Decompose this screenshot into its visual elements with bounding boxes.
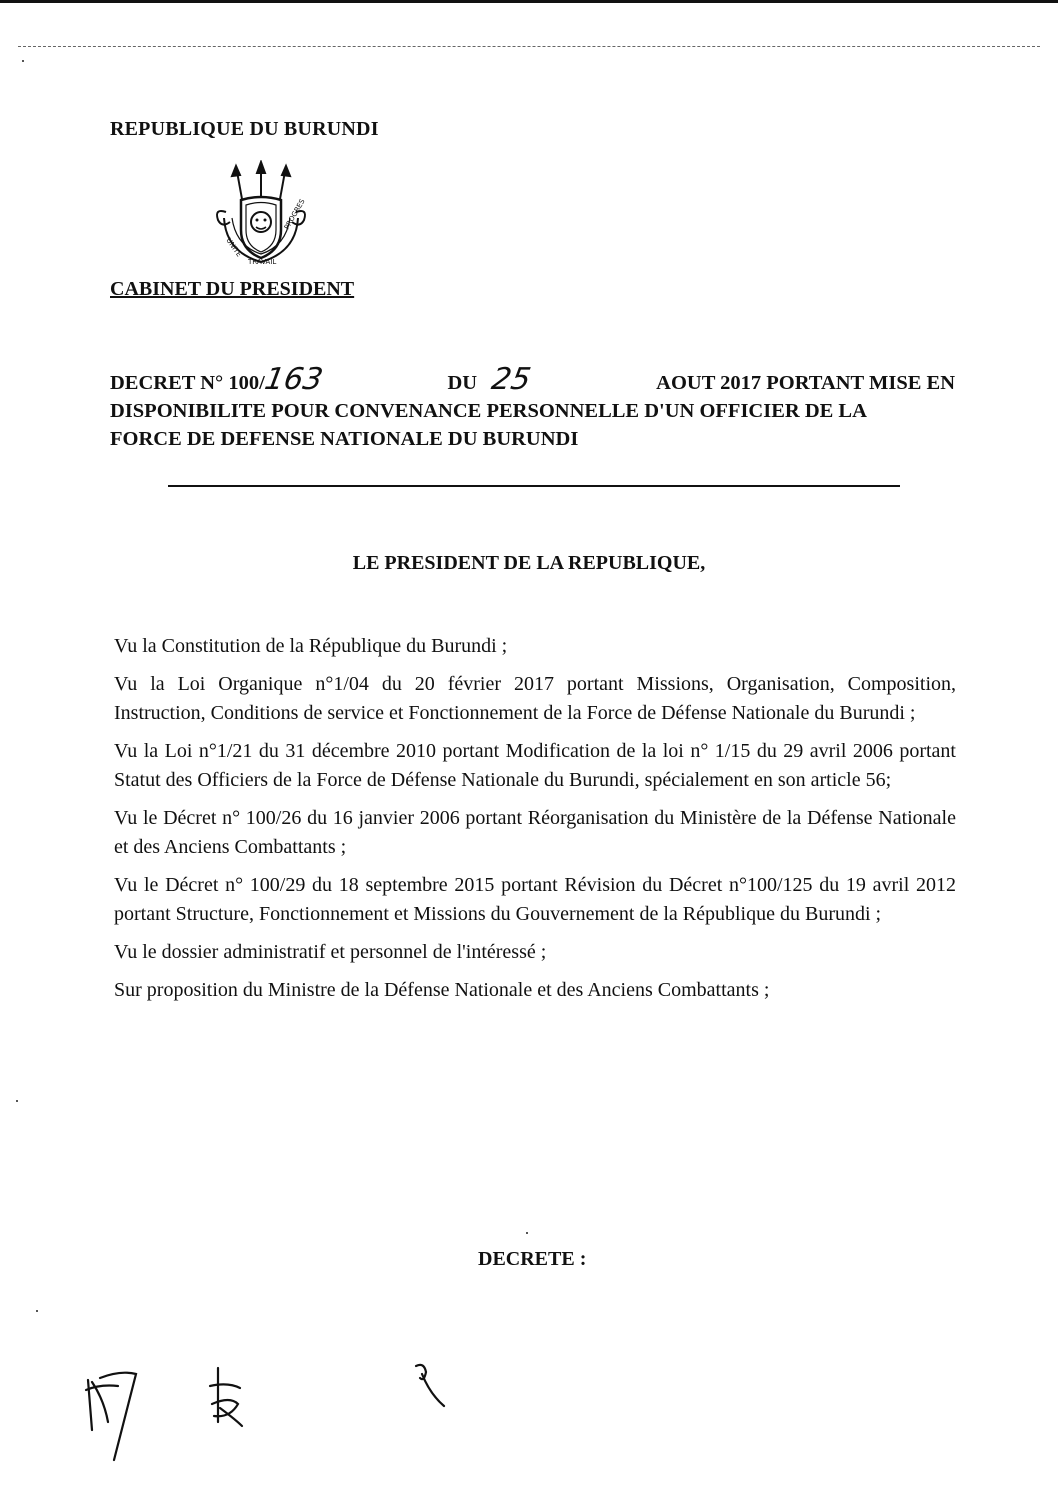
authority-heading: LE PRESIDENT DE LA REPUBLIQUE, [352,552,706,574]
scan-speck [22,60,24,62]
title-underline [168,485,900,487]
decree-number-prefix: DECRET N° 100/ [110,372,265,394]
visa-paragraph: Vu la Constitution de la République du Burundi ; [114,635,508,657]
svg-text:TRAVAIL: TRAVAIL [248,258,277,266]
visas-list [114,632,956,1014]
visa-paragraph: Sur proposition du Ministre de la Défense Nationale et des Anciens Combattants ; [114,979,770,1001]
top-border [0,0,1058,3]
visa-paragraph: Vu le Décret n° 100/26 du 16 janvier 2006 portant Réorganisation du Ministère de la Défense Nationale et des Anciens Combattants ; [114,807,956,858]
decree-title [110,362,955,453]
coat-of-arms-icon [196,160,326,270]
title-line-3: FORCE DE DEFENSE NATIONALE DU BURUNDI [110,428,579,450]
title-line-2: DISPONIBILITE POUR CONVENANCE PERSONNELLE D'UN OFFICIER DE LA [110,400,867,422]
title-line-1 [110,362,955,397]
office-heading: CABINET DU PRESIDENT [110,278,355,300]
scan-speck [36,1310,38,1312]
visa-paragraph: Vu la Loi Organique n°1/04 du 20 février 2017 portant Missions, Organisation, Composition, Instruction, Conditions de service et Fonctionnement de la Force de Défense Nationale du Burundi ; [114,673,956,724]
scan-speck [526,1232,528,1234]
decree-day-handwritten: 25 [489,362,534,397]
dashed-rule [18,46,1040,47]
decrete-heading: DECRETE : [478,1248,587,1270]
country-heading: REPUBLIQUE DU BURUNDI [110,118,379,140]
visa-paragraph: Vu le dossier administratif et personnel de l'intéressé ; [114,941,547,963]
scan-speck [16,1100,18,1102]
visa-paragraph: Vu la Loi n°1/21 du 31 décembre 2010 portant Modification de la loi n° 1/15 du 29 avril 2006 portant Statut des Officiers de la Force de Défense Nationale du Burundi, spécialement en son article 56; [114,740,956,791]
svg-text:UNITE: UNITE [224,236,244,259]
handwritten-initials-icon [80,1360,480,1470]
title-line-1-rest: AOUT 2017 PORTANT MISE EN [656,372,955,394]
visa-paragraph: Vu le Décret n° 100/29 du 18 septembre 2015 portant Révision du Décret n°100/125 du 19 avril 2012 portant Structure, Fonctionnement et Missions du Gouvernement de la République du Burundi ; [114,874,956,925]
svg-text:PROGRES: PROGRES [282,197,307,231]
decree-number-handwritten: 163 [261,362,326,397]
title-du: DU [447,372,478,394]
